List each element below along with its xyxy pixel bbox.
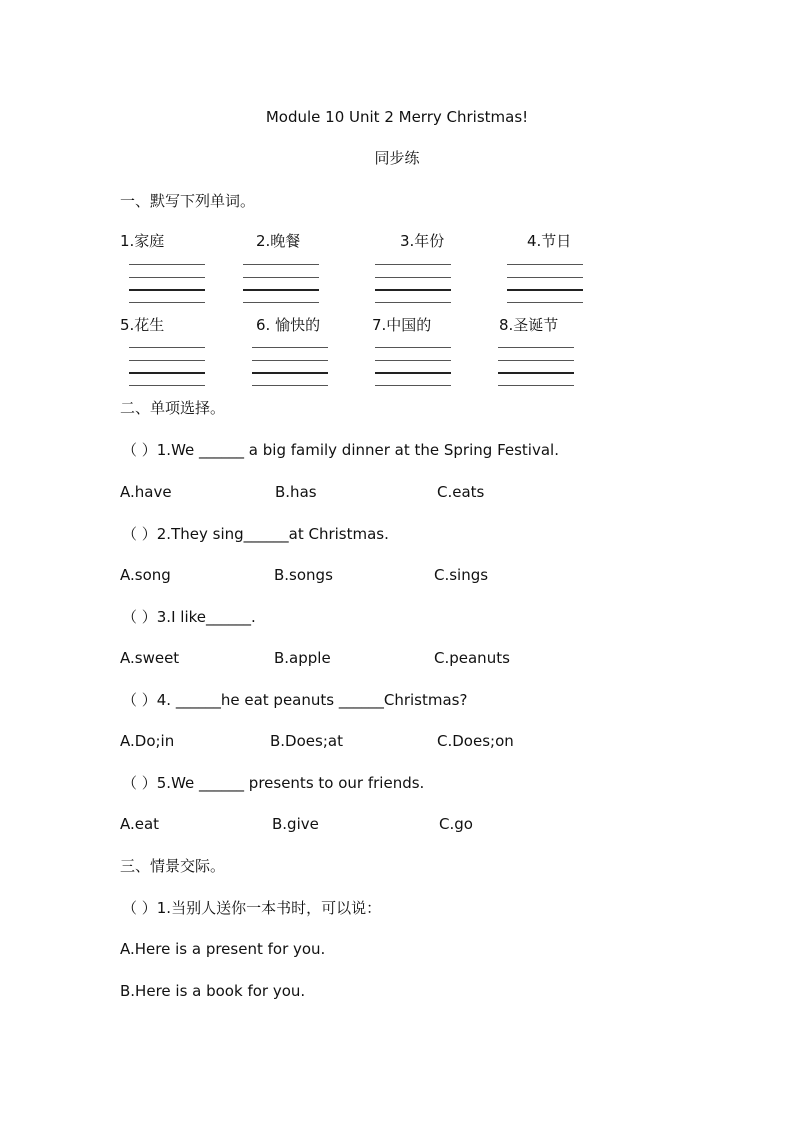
- question-stem-3: （ ）3.I like______.: [122, 608, 256, 626]
- situation-question-1: （ ）1.当别人送你一本书时，可以说：: [122, 899, 382, 917]
- word-prompt-3: 3.年份: [400, 232, 445, 250]
- question-stem-1: （ ）1.We ______ a big family dinner at the Spring Festival.: [122, 441, 559, 459]
- option-4b[interactable]: B.Does;at: [270, 732, 343, 750]
- option-2a[interactable]: A.song: [120, 566, 171, 584]
- question-stem-4: （ ）4. ______he eat peanuts ______Christmas?: [122, 691, 468, 709]
- page-title: Module 10 Unit 2 Merry Christmas!: [265, 108, 529, 126]
- option-3c[interactable]: C.peanuts: [434, 649, 510, 667]
- option-2b[interactable]: B.songs: [274, 566, 333, 584]
- option-5c[interactable]: C.go: [439, 815, 473, 833]
- option-3a[interactable]: A.sweet: [120, 649, 180, 667]
- section2-heading: 二、单项选择。: [120, 399, 226, 417]
- option-1b[interactable]: B.has: [275, 483, 317, 501]
- question-stem-2: （ ）2.They sing______at Christmas.: [122, 525, 389, 543]
- section3-heading: 三、情景交际。: [120, 857, 226, 875]
- word-prompt-6: 6. 愉快的: [256, 316, 321, 334]
- page-subtitle: 同步练: [374, 149, 420, 167]
- option-4a[interactable]: A.Do;in: [120, 732, 175, 750]
- word-prompt-7: 7.中国的: [372, 316, 432, 334]
- question-stem-5: （ ）5.We ______ presents to our friends.: [122, 774, 425, 792]
- option-5b[interactable]: B.give: [272, 815, 319, 833]
- option-1a[interactable]: A.have: [120, 483, 172, 501]
- word-prompt-8: 8.圣诞节: [499, 316, 559, 334]
- option-4c[interactable]: C.Does;on: [437, 732, 514, 750]
- option-3b[interactable]: B.apple: [274, 649, 331, 667]
- situation-option-1b[interactable]: B.Here is a book for you.: [120, 982, 306, 1000]
- word-prompt-4: 4.节日: [527, 232, 572, 250]
- word-prompt-2: 2.晚餐: [256, 232, 301, 250]
- option-2c[interactable]: C.sings: [434, 566, 489, 584]
- option-5a[interactable]: A.eat: [120, 815, 160, 833]
- situation-option-1a[interactable]: A.Here is a present for you.: [120, 940, 326, 958]
- word-prompt-5: 5.花生: [120, 316, 165, 334]
- word-prompt-1: 1.家庭: [120, 232, 165, 250]
- section1-heading: 一、默写下列单词。: [120, 192, 256, 210]
- option-1c[interactable]: C.eats: [437, 483, 485, 501]
